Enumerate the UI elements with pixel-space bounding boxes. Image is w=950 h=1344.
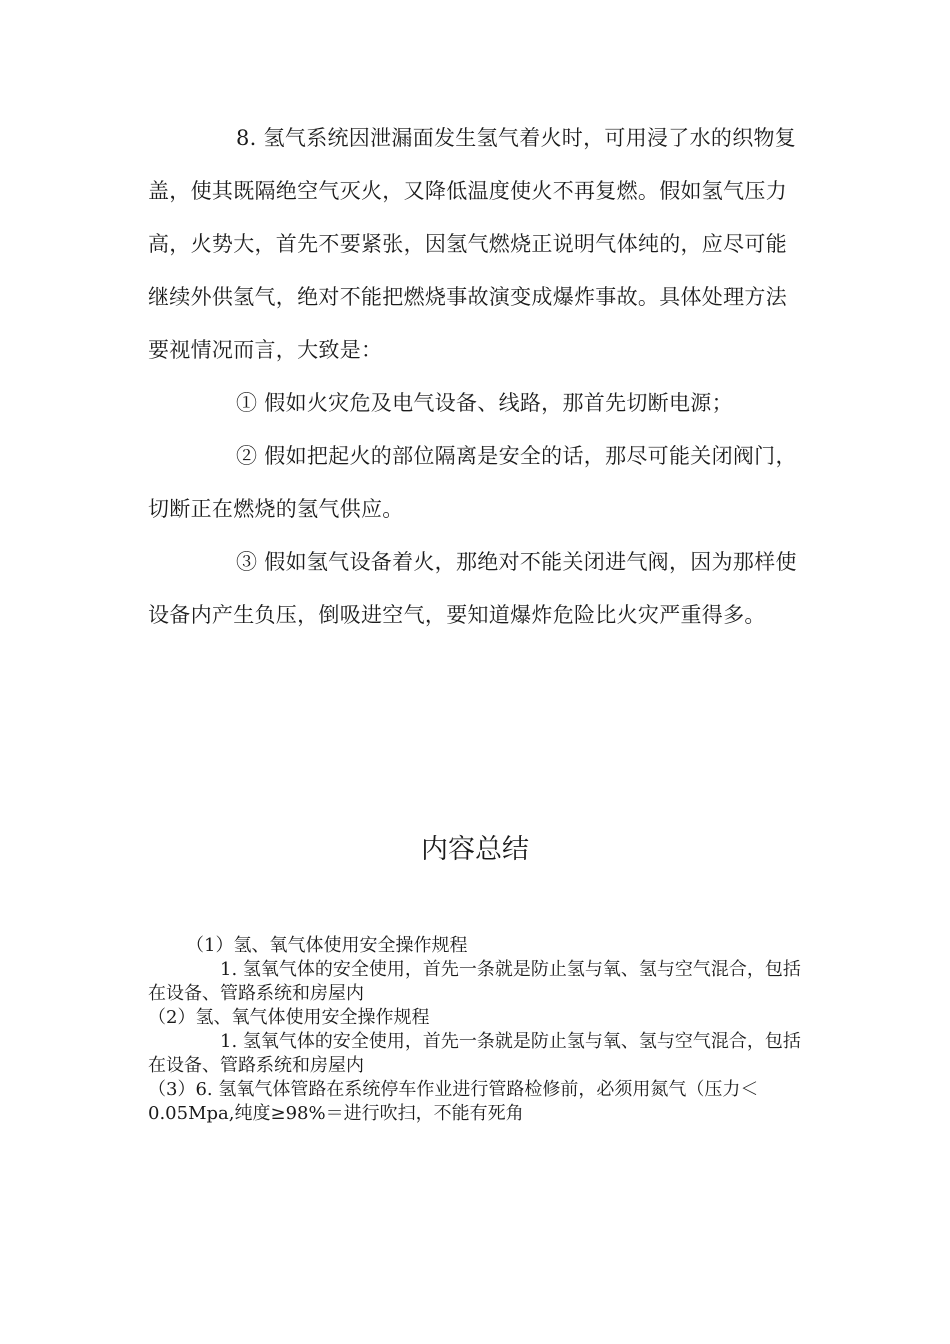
summary-title: 内容总结 — [421, 834, 529, 865]
summary-item-2-body: 1. 氢氧气体的安全使用，首先一条就是防止氢与氧、氢与空气混合，包括在设备、管路系统和房屋内 — [148, 1031, 801, 1076]
main-body-text — [148, 112, 808, 642]
list-item-power-cutoff: ① 假如火灾危及电气设备、线路，那首先切断电源； — [236, 391, 733, 415]
list-item-close-valve: ② 假如把起火的部位隔离是安全的话，那尽可能关闭阀门，切断正在燃烧的氢气供应。 — [148, 444, 797, 521]
summary-item-1-body: 1. 氢氧气体的安全使用，首先一条就是防止氢与氧、氢与空气混合，包括在设备、管路系统和房屋内 — [148, 959, 801, 1004]
summary-item-1-heading: （1）氢、氧气体使用安全操作规程 — [186, 935, 468, 956]
list-item-equipment-fire: ③ 假如氢气设备着火，那绝对不能关闭进气阀，因为那样使设备内产生负压，倒吸进空气，要知道爆炸危险比火灾严重得多。 — [148, 550, 797, 627]
summary-section — [148, 934, 808, 1126]
summary-item-3: （3）6. 氢氧气体管路在系统停车作业进行管路检修前，必须用氮气（压力＜0.05Mpa,纯度≥98%＝进行吹扫，不能有死角 — [148, 1079, 759, 1124]
summary-item-2-heading: （2）氢、氧气体使用安全操作规程 — [148, 1007, 430, 1028]
paragraph-hydrogen-fire: 8. 氢气系统因泄漏面发生氢气着火时，可用浸了水的织物复盖，使其既隔绝空气灭火，又降低温度使火不再复燃。假如氢气压力高，火势大，首先不要紧张，因氢气燃烧正说明气体纯的，应尽可能继续外供氢气，绝对不能把燃烧事故演变成爆炸事故。具体处理方法要视情况而言，大致是： — [148, 126, 797, 362]
